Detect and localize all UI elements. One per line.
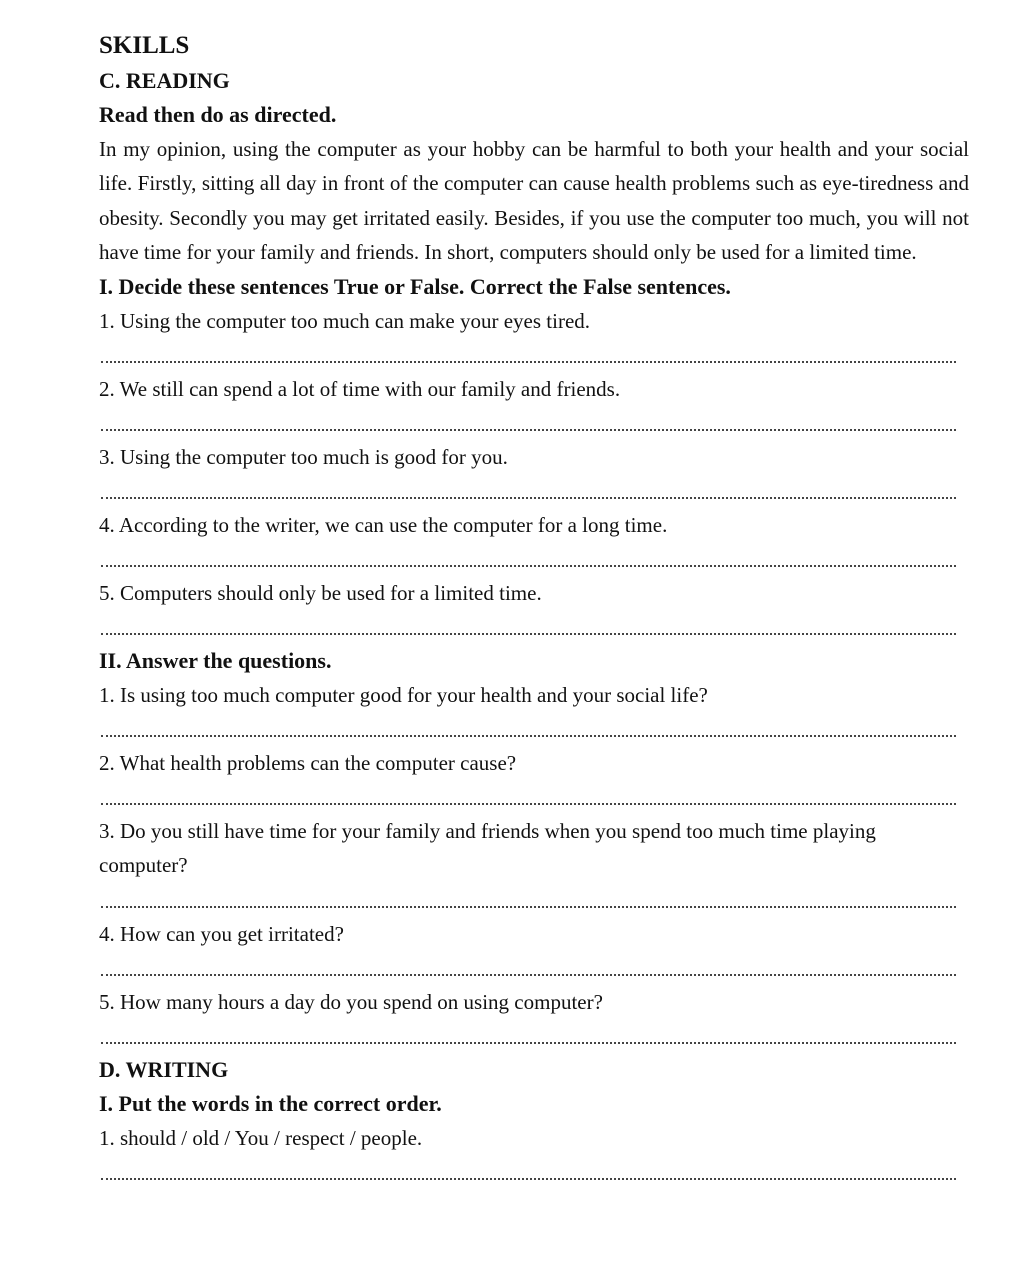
- answer-line[interactable]: [99, 338, 969, 372]
- word-order-heading: I. Put the words in the correct order.: [99, 1090, 442, 1116]
- answer-questions-heading: II. Answer the questions.: [99, 647, 332, 673]
- answer-line[interactable]: [99, 780, 969, 814]
- answer-line[interactable]: [99, 406, 969, 440]
- writing-heading: D. WRITING: [99, 1056, 229, 1082]
- answer-question-5: 5. How many hours a day do you spend on using computer?: [99, 989, 603, 1014]
- answer-line[interactable]: [99, 1155, 969, 1189]
- true-false-heading: I. Decide these sentences True or False. Correct the False sentences.: [99, 273, 731, 299]
- answer-question-1: 1. Is using too much computer good for your health and your social life?: [99, 682, 708, 707]
- answer-question-4: 4. How can you get irritated?: [99, 921, 344, 946]
- answer-line[interactable]: [99, 883, 969, 917]
- answer-line[interactable]: [99, 610, 969, 644]
- reading-heading: C. READING: [99, 68, 230, 93]
- true-false-question-2: 2. We still can spend a lot of time with our family and friends.: [99, 376, 621, 401]
- answer-line[interactable]: [99, 712, 969, 746]
- reading-instruction: Read then do as directed.: [99, 102, 337, 127]
- answer-line[interactable]: [99, 542, 969, 576]
- true-false-question-5: 5. Computers should only be used for a limited time.: [99, 580, 542, 605]
- reading-passage: In my opinion, using the computer as your hobby can be harmful to both your health and your social life. Firstly, sitting all day in front of the computer can cause health problems such as eye-tiredness and obesity. Secondly you may get irritated easily. Besides, if you use the computer too much, you will not have time for your family and friends. In short, computers should only be used for a limited time.: [99, 137, 969, 265]
- answer-line[interactable]: [99, 1019, 969, 1053]
- answer-question-3: 3. Do you still have time for your family and friends when you spend too much time playing computer?: [99, 818, 876, 878]
- true-false-question-4: 4. According to the writer, we can use the computer for a long time.: [99, 512, 668, 537]
- answer-line[interactable]: [99, 474, 969, 508]
- worksheet-page: [99, 30, 969, 1189]
- true-false-question-3: 3. Using the computer too much is good for you.: [99, 444, 508, 469]
- page-title: SKILLS: [99, 32, 190, 59]
- answer-line[interactable]: [99, 951, 969, 985]
- word-order-question-1: 1. should / old / You / respect / people.: [99, 1125, 423, 1150]
- answer-question-2: 2. What health problems can the computer cause?: [99, 750, 517, 775]
- true-false-question-1: 1. Using the computer too much can make your eyes tired.: [99, 308, 591, 333]
